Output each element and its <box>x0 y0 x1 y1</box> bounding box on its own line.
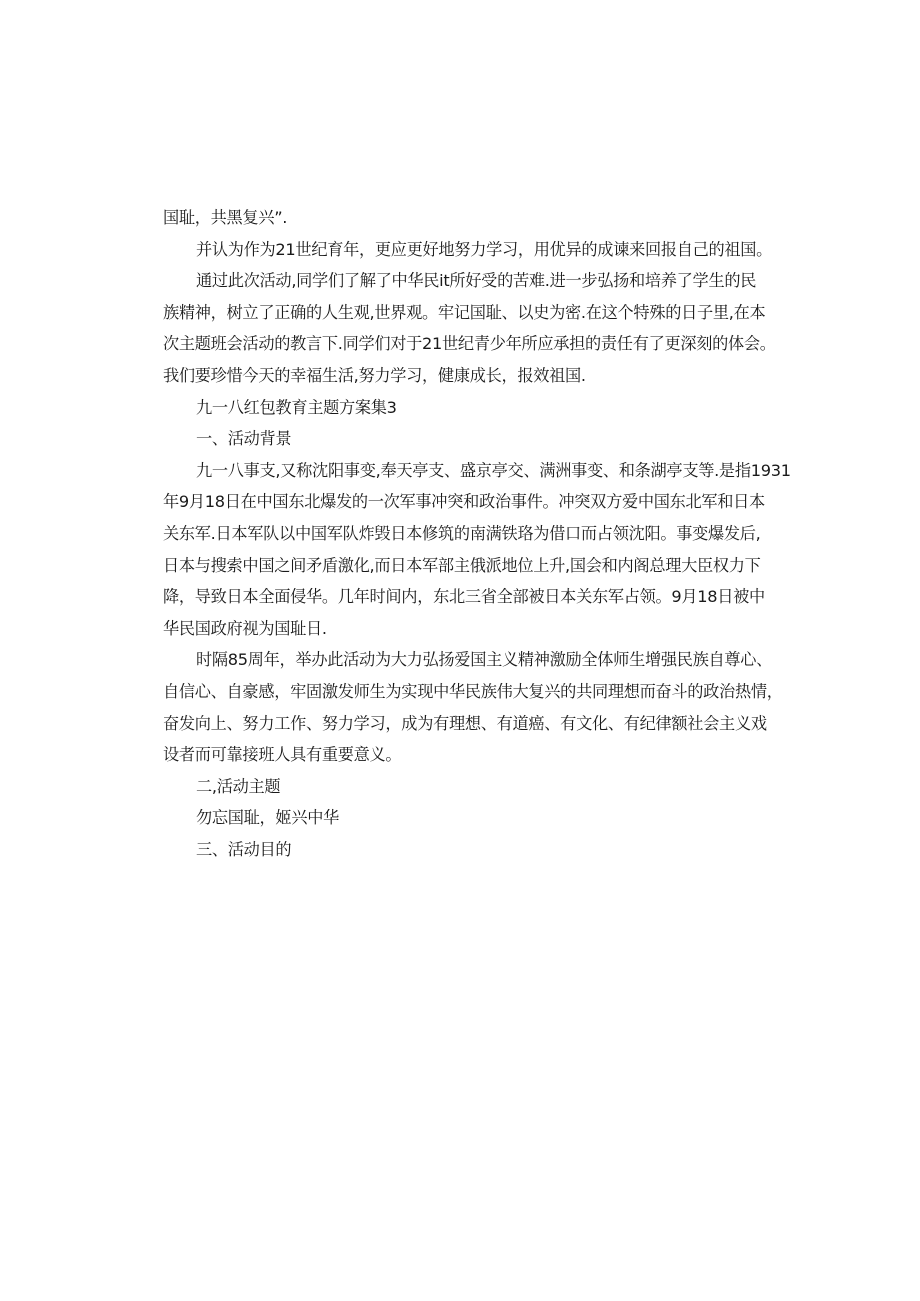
paragraph-line: 族精神，树立了正确的人生观,世界观。牢记国耻、以史为密.在这个特殊的日子里,在本 <box>163 302 766 322</box>
section-title: 九一八红包教育主题方案集3 <box>196 397 397 417</box>
paragraph-line: 降，导致日本全面侵华。几年时间内，东北三省全部被日本关东军占领。9月18日被中 <box>163 587 765 607</box>
paragraph-line: 勿忘国耻，姬兴中华 <box>196 808 339 828</box>
paragraph-line: 九一八事支,又称沈阳事变,奉天亭支、盛京亭交、满洲事变、和条湖亭支等.是指1931 <box>196 460 791 480</box>
paragraph-line: 我们要珍惜今天的幸福生活,努力学习，健康成长，报效祖国. <box>163 365 586 385</box>
paragraph-line: 时隔85周年，举办此活动为大力弘扬爱国主义精神激励全体师生增强民族自尊心、 <box>196 650 773 670</box>
paragraph-line: 次主题班会活动的教言下.同学们对于21世纪青少年所应承担的责任有了更深刻的体会。 <box>163 334 776 354</box>
paragraph-line: 华民国政府视为国耻日. <box>163 618 327 638</box>
paragraph-line: 通过此次活动,同学们了解了中华民it所好受的苦难.进一步弘扬和培养了学生的民 <box>196 271 757 291</box>
paragraph-line: 年9月18日在中国东北爆发的一次军事冲突和政治事件。冲突双方爱中国东北军和日本 <box>163 492 765 512</box>
paragraph-line: 国耻，共黑复兴”. <box>163 208 288 227</box>
paragraph-line: 并认为作为21世纪育年，更应更好地努力学习，用优异的成谏来回报自己的祖国。 <box>196 239 773 259</box>
paragraph-line: 关东军.日本军队以中国军队炸毁日本修筑的南满铁珞为借口而占领沈阳。事变爆发后, <box>163 523 761 543</box>
paragraph-line: 自信心、自豪感，牢固激发师生为实现中华民族伟大复兴的共同理想而奋斗的政治热情， <box>163 681 783 701</box>
paragraph-line: 日本与搜索中国之间矛盾激化,而日本军部主俄派地位上升,国会和内阁总理大臣权力下 <box>163 555 761 575</box>
paragraph-line: 设者而可靠接班人具有重要意义。 <box>163 745 402 765</box>
section-heading: 一、活动背景 <box>196 429 292 449</box>
document-body <box>163 202 791 865</box>
section-heading: 三、活动目的 <box>196 839 292 859</box>
section-heading: 二,活动主题 <box>196 776 281 796</box>
paragraph-line: 奋发向上、努力工作、努力学习，成为有理想、有道癌、有文化、有纪律额社会主义戏 <box>163 713 767 733</box>
